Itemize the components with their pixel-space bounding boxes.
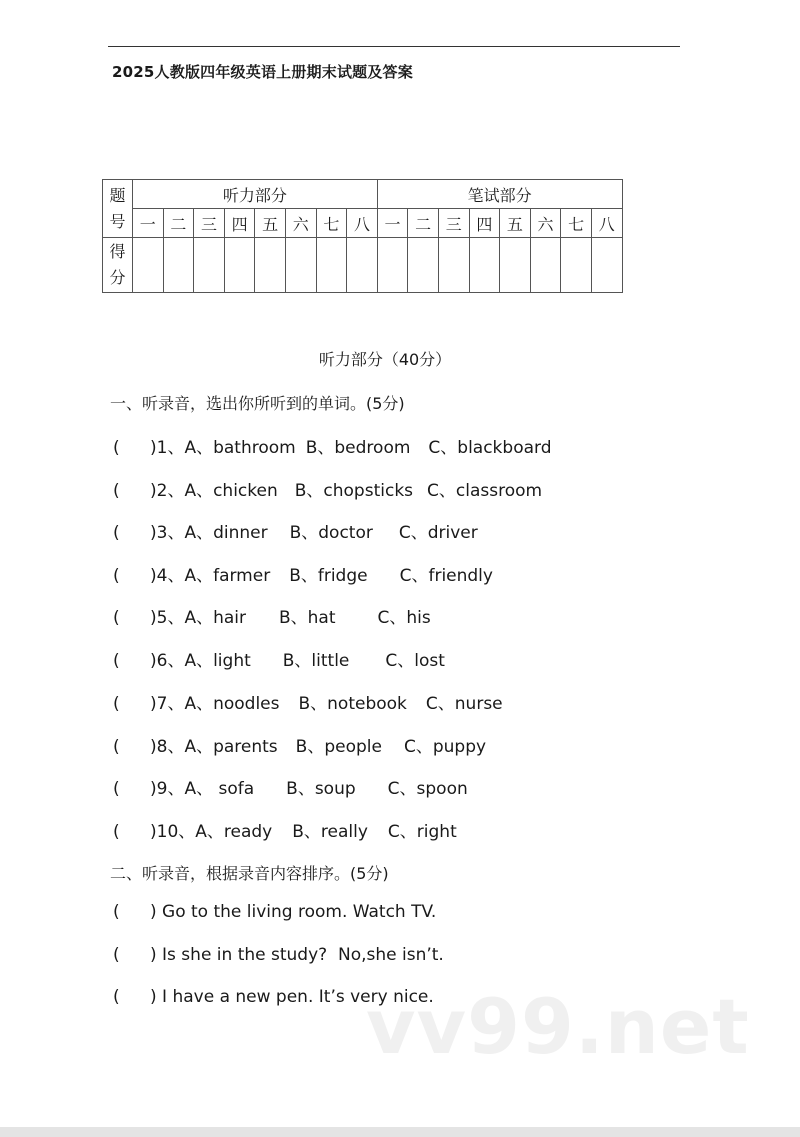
score-cell[interactable]	[133, 238, 164, 293]
option-a: A、dinner	[184, 523, 268, 543]
score-table-number-row	[103, 209, 623, 238]
listening-col-3: 三	[194, 209, 225, 238]
option-a: A、bathroom	[184, 438, 296, 458]
score-cell[interactable]	[408, 238, 439, 293]
question-label-bottom: 号	[109, 211, 126, 231]
score-cell[interactable]	[500, 238, 531, 293]
score-cell[interactable]	[561, 238, 592, 293]
question-9	[113, 774, 468, 799]
listening-col-1: 一	[133, 209, 164, 238]
option-a: A、 sofa	[184, 779, 255, 799]
answer-bracket: (	[113, 566, 120, 586]
writing-col-3: 三	[438, 209, 469, 238]
score-cell[interactable]	[591, 238, 622, 293]
option-a: A、light	[184, 651, 251, 671]
question-number: )7、	[150, 694, 185, 714]
answer-bracket: (	[113, 608, 120, 628]
option-a: A、chicken	[184, 481, 278, 501]
option-a: A、ready	[195, 822, 273, 842]
question-8	[113, 732, 486, 757]
writing-col-8: 八	[591, 209, 622, 238]
score-cell[interactable]	[194, 238, 225, 293]
score-cell[interactable]	[285, 238, 316, 293]
option-b: B、really	[292, 822, 368, 842]
ordering-item-text: ) I have a new pen. It’s very nice.	[150, 987, 434, 1007]
score-cell[interactable]	[316, 238, 347, 293]
answer-bracket: (	[113, 651, 120, 671]
option-a: A、hair	[184, 608, 246, 628]
question-6	[113, 646, 445, 671]
option-c: C、nurse	[425, 694, 503, 714]
score-cell[interactable]	[438, 238, 469, 293]
listening-group-header: 听力部分	[133, 180, 378, 209]
question-number: )3、	[150, 523, 185, 543]
listening-col-6: 六	[285, 209, 316, 238]
listening-col-2: 二	[163, 209, 194, 238]
option-b: B、people	[295, 737, 382, 757]
watermark: vv99.net	[366, 982, 750, 1071]
answer-bracket: (	[113, 902, 120, 922]
option-c: C、classroom	[427, 481, 543, 501]
question-7	[113, 689, 503, 714]
listening-col-5: 五	[255, 209, 286, 238]
option-b: B、doctor	[289, 523, 373, 543]
option-c: C、spoon	[387, 779, 468, 799]
option-b: B、fridge	[289, 566, 368, 586]
question-1	[113, 433, 552, 458]
score-cell[interactable]	[163, 238, 194, 293]
writing-col-7: 七	[561, 209, 592, 238]
score-table-header-row	[103, 180, 623, 209]
option-c: C、driver	[398, 523, 478, 543]
ordering-item-text: ) Go to the living room. Watch TV.	[150, 902, 437, 922]
option-b: B、hat	[279, 608, 336, 628]
question-label-top: 题	[109, 185, 126, 205]
answer-bracket: (	[113, 779, 120, 799]
listening-col-7: 七	[316, 209, 347, 238]
ordering-item-2	[113, 945, 444, 965]
ordering-item-text: ) Is she in the study? No,she isn’t.	[150, 945, 444, 965]
option-c: C、blackboard	[428, 438, 552, 458]
listening-section-heading: 听力部分（40分）	[318, 350, 452, 369]
option-c: C、friendly	[399, 566, 493, 586]
question-2	[113, 476, 542, 501]
answer-bracket: (	[113, 438, 120, 458]
score-cell[interactable]	[255, 238, 286, 293]
option-b: B、notebook	[298, 694, 407, 714]
writing-col-5: 五	[500, 209, 531, 238]
option-c: C、his	[377, 608, 431, 628]
answer-bracket: (	[113, 987, 120, 1007]
question-number: )5、	[150, 608, 185, 628]
writing-col-4: 四	[469, 209, 500, 238]
question-4	[113, 561, 493, 586]
page-bottom-edge	[0, 1127, 800, 1137]
score-cell[interactable]	[469, 238, 500, 293]
question-number: )6、	[150, 651, 185, 671]
option-a: A、parents	[184, 737, 278, 757]
question-number: )8、	[150, 737, 185, 757]
option-b: B、chopsticks	[294, 481, 414, 501]
question-3	[113, 518, 478, 543]
ordering-item-1	[113, 902, 436, 922]
answer-bracket: (	[113, 481, 120, 501]
question-10	[113, 817, 457, 842]
answer-bracket: (	[113, 523, 120, 543]
writing-col-2: 二	[408, 209, 439, 238]
score-cell[interactable]	[347, 238, 378, 293]
answer-bracket: (	[113, 737, 120, 757]
score-cell[interactable]	[377, 238, 408, 293]
writing-col-6: 六	[530, 209, 561, 238]
score-cell[interactable]	[530, 238, 561, 293]
writing-group-header: 笔试部分	[377, 180, 622, 209]
score-row	[103, 238, 623, 293]
option-b: B、bedroom	[305, 438, 411, 458]
document-title: 2025人教版四年级英语上册期末试题及答案	[112, 63, 413, 81]
score-table	[102, 179, 623, 293]
option-c: C、puppy	[403, 737, 487, 757]
question-number: )9、	[150, 779, 185, 799]
option-a: A、noodles	[184, 694, 280, 714]
score-label-bottom: 分	[109, 268, 126, 287]
score-label	[103, 238, 133, 293]
question-number: )2、	[150, 481, 185, 501]
question-number: )10、	[150, 822, 196, 842]
question-number: )4、	[150, 566, 185, 586]
writing-col-1: 一	[377, 209, 408, 238]
score-label-top: 得	[109, 242, 126, 261]
score-cell[interactable]	[224, 238, 255, 293]
header-rule	[108, 46, 680, 47]
answer-bracket: (	[113, 945, 120, 965]
option-c: C、lost	[385, 651, 445, 671]
listening-col-8: 八	[347, 209, 378, 238]
option-b: B、soup	[286, 779, 356, 799]
listening-col-4: 四	[224, 209, 255, 238]
answer-bracket: (	[113, 694, 120, 714]
question-number: )1、	[150, 438, 185, 458]
option-c: C、right	[387, 822, 457, 842]
option-a: A、farmer	[184, 566, 271, 586]
answer-bracket: (	[113, 822, 120, 842]
question-number-label	[103, 180, 133, 238]
option-b: B、little	[282, 651, 350, 671]
part1-heading: 一、听录音，选出你所听到的单词。(5分)	[110, 394, 405, 413]
question-5	[113, 603, 431, 628]
part2-heading: 二、听录音，根据录音内容排序。(5分)	[110, 864, 389, 883]
